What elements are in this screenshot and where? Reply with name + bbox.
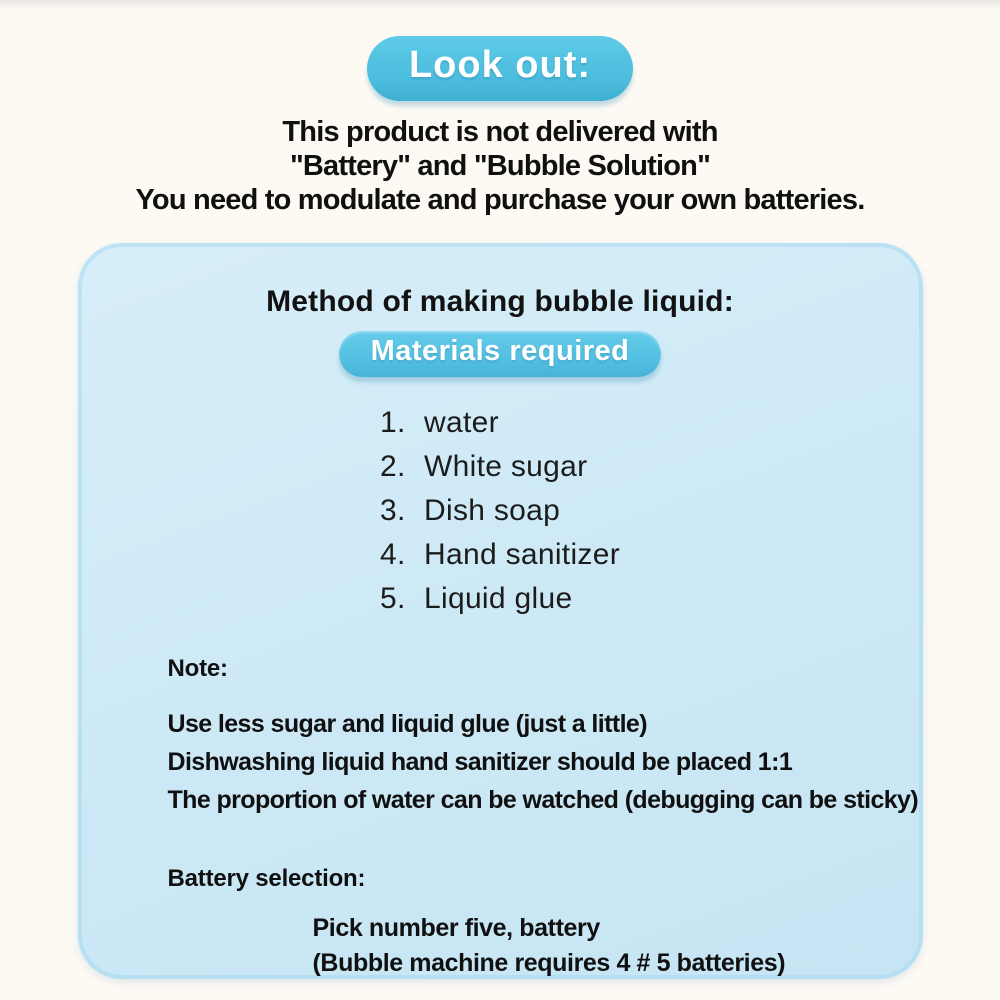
- warning-line-3: You need to modulate and purchase your own batteries.: [135, 184, 865, 216]
- instructions-card: [78, 243, 923, 979]
- note-heading: Note:: [167, 655, 228, 682]
- item-number: 4.: [380, 538, 406, 571]
- item-number: 5.: [380, 582, 406, 615]
- battery-line-2: (Bubble machine requires 4 # 5 batteries): [312, 949, 786, 977]
- materials-list-item-3: [380, 489, 620, 533]
- warning-line-2: "Battery" and "Bubble Solution": [289, 150, 711, 182]
- note-lines: [168, 705, 923, 819]
- item-number: 3.: [380, 494, 406, 527]
- note-line-1: Use less sugar and liquid glue (just a little): [167, 710, 647, 738]
- item-label: water: [424, 406, 499, 439]
- item-label: Hand sanitizer: [424, 538, 620, 571]
- warning-text: [0, 115, 1000, 217]
- battery-selection-lines: [313, 911, 923, 979]
- item-label: Dish soap: [424, 494, 561, 527]
- note-line-3: The proportion of water can be watched (debugging can be sticky): [167, 786, 919, 814]
- materials-list-item-1: [380, 401, 620, 445]
- item-label: Liquid glue: [424, 582, 573, 615]
- item-label: White sugar: [424, 450, 588, 483]
- battery-line-1: Pick number five, battery: [312, 914, 600, 942]
- look-out-badge: Look out:: [367, 36, 633, 101]
- item-number: 2.: [380, 450, 406, 483]
- card-heading: Method of making bubble liquid:: [266, 285, 734, 318]
- materials-required-badge: Materials required: [339, 331, 662, 377]
- materials-list: [380, 401, 620, 621]
- battery-selection-heading: Battery selection:: [167, 865, 366, 892]
- item-number: 1.: [380, 406, 406, 439]
- note-line-2: Dishwashing liquid hand sanitizer should be placed 1:1: [167, 748, 793, 776]
- materials-list-item-4: [380, 533, 620, 577]
- materials-list-item-2: [380, 445, 620, 489]
- materials-list-item-5: [380, 577, 620, 621]
- warning-line-1: This product is not delivered with: [282, 116, 718, 148]
